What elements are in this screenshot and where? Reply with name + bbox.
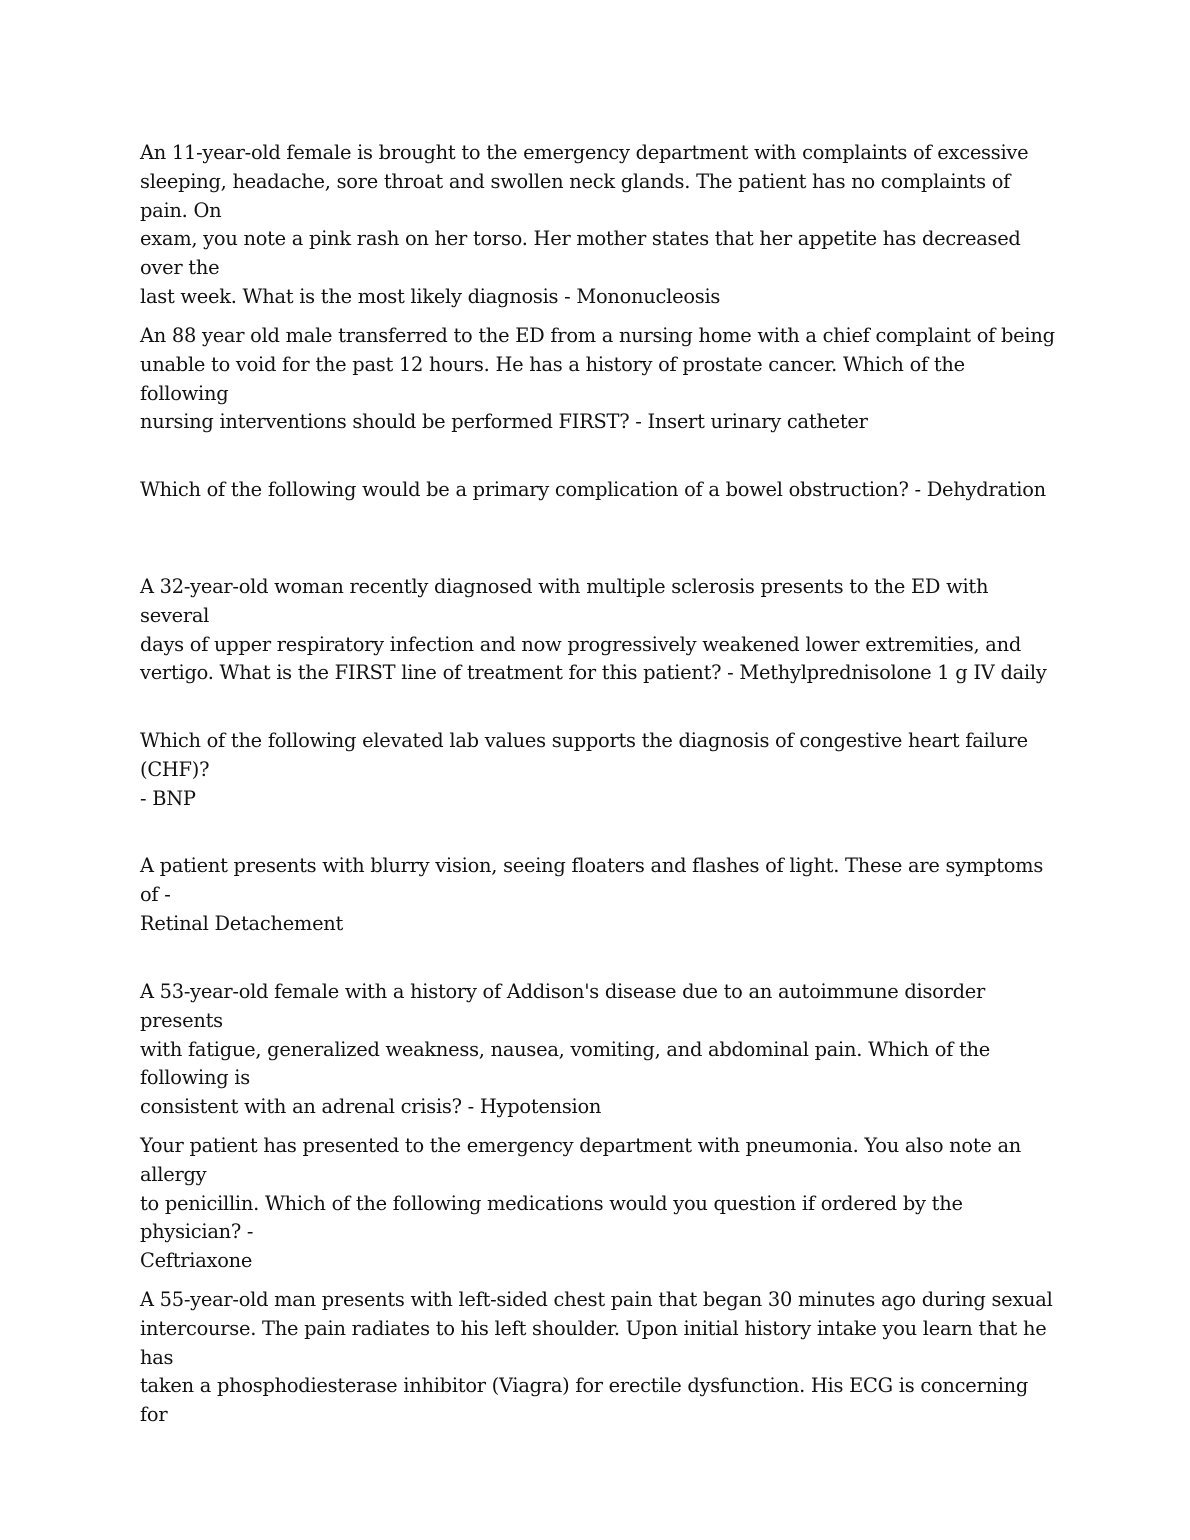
question-answer-7: A 53-year-old female with a history of Addison's disease due to an autoimmune disorder presents with fatigue, generalized weakness, nausea, vomiting, and abdominal pain. Which of the following is consistent with an adrenal crisis? - Hypotension — [140, 980, 990, 1119]
question-answer-3: Which of the following would be a primary complication of a bowel obstruction? - Dehydration — [140, 478, 1046, 501]
question-answer-1: An 11-year-old female is brought to the emergency department with complaints of excessive sleeping, headache, sore throat and swollen neck glands. The patient has no complaints of pain. On exam, you note a pink rash on her torso. Her mother states that her appetite has decreased over the last week. What is the most likely diagnosis - Mononucleosis — [140, 141, 1029, 308]
question-answer-8: Your patient has presented to the emergency department with pneumonia. You also note an allergy to penicillin. Which of the following medications would you question if ordered by the physician? - Ceftriaxone — [140, 1134, 1022, 1273]
question-answer-5: Which of the following elevated lab values supports the diagnosis of congestive heart failure (CHF)? - BNP — [140, 729, 1028, 810]
question-answer-9: A 55-year-old man presents with left-sided chest pain that began 30 minutes ago during sexual intercourse. The pain radiates to his left shoulder. Upon initial history intake you learn that he has taken a phosphodiesterase inhibitor (Viagra) for erectile dysfunction. His ECG is concerning for — [140, 1288, 1053, 1427]
question-answer-6: A patient presents with blurry vision, seeing floaters and flashes of light. These are symptoms of - Retinal Detachement — [140, 854, 1044, 935]
question-answer-2: An 88 year old male transferred to the ED from a nursing home with a chief complaint of being unable to void for the past 12 hours. He has a history of prostate cancer. Which of the following nursing interventions should be performed FIRST? - Insert urinary catheter — [140, 324, 1055, 434]
question-answer-4: A 32-year-old woman recently diagnosed with multiple sclerosis presents to the ED with several days of upper respiratory infection and now progressively weakened lower extremities, and vertigo. What is the FIRST line of treatment for this patient? - Methylprednisolone 1 g IV daily — [140, 575, 1047, 685]
